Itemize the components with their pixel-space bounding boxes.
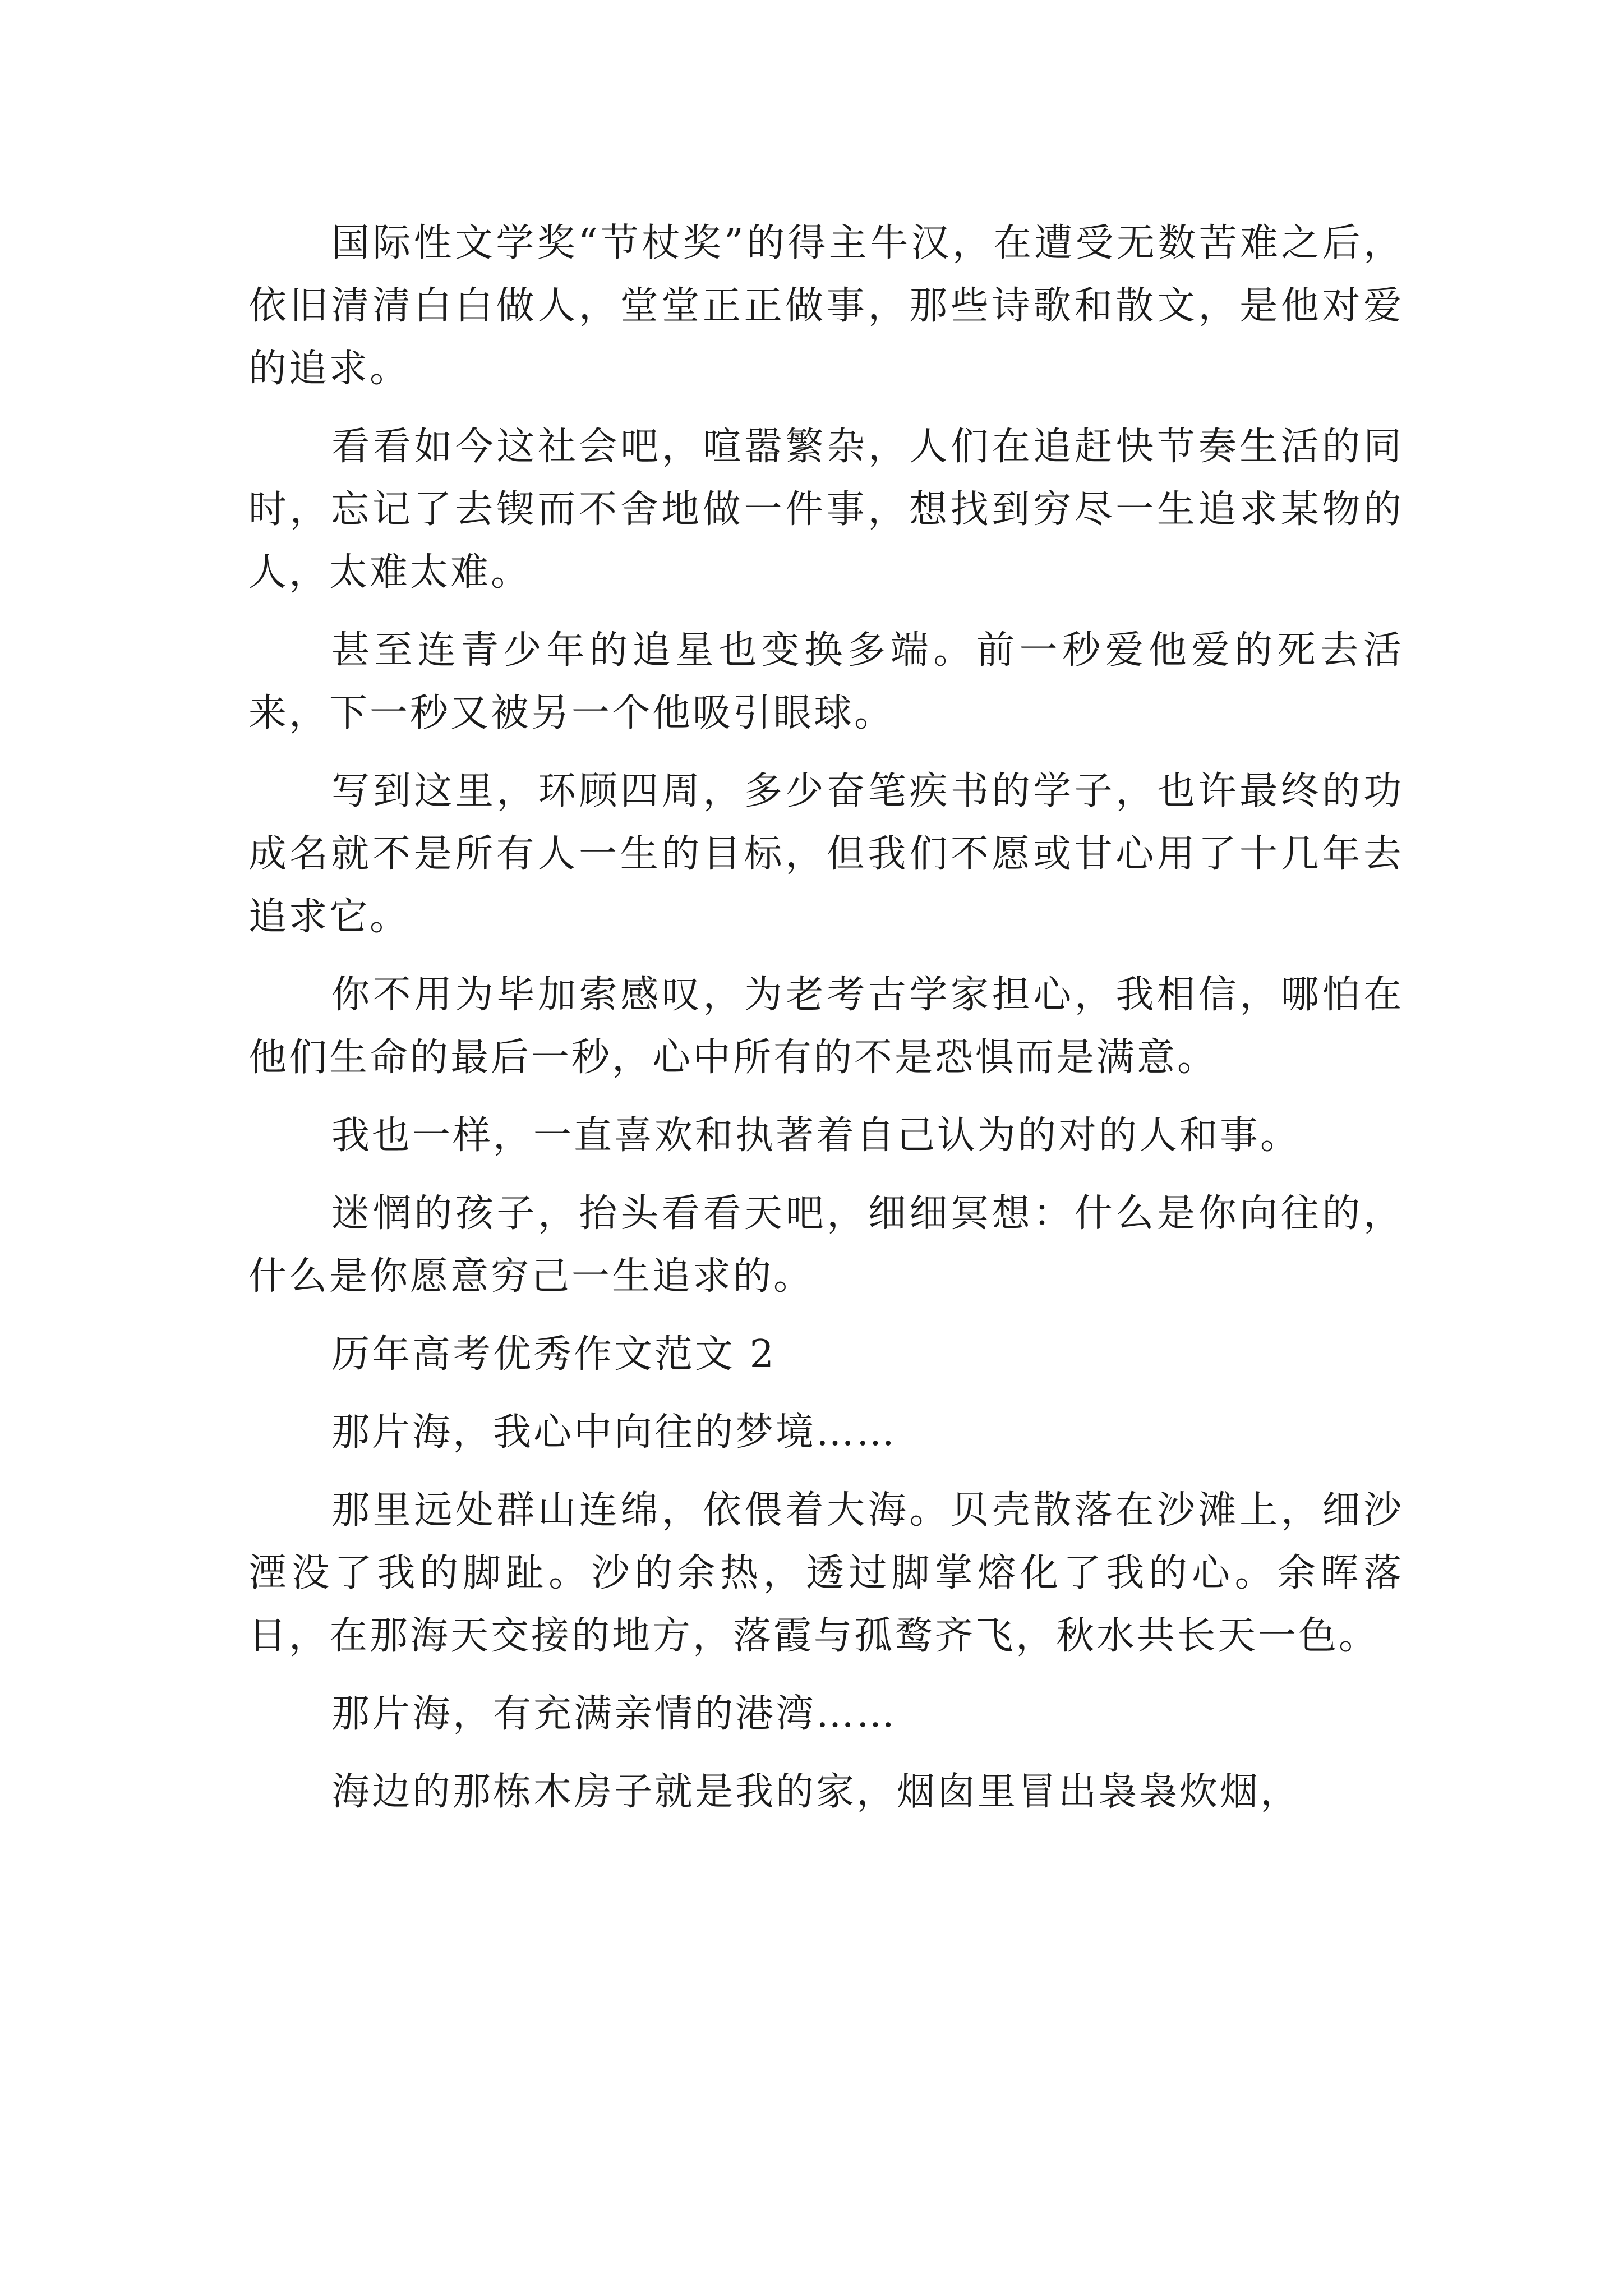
article-body — [248, 212, 1404, 1839]
paragraph-10: 那片海，有充满亲情的港湾…… — [331, 1692, 897, 1736]
paragraph-9: 那里远处群山连绵，依偎着大海。贝壳散落在沙滩上，细沙湮没了我的脚趾。沙的余热，透过脚掌熔化了我的心。余晖落日，在那海天交接的地方，落霞与孤鹜齐飞，秋水共长天一色。 — [248, 1488, 1404, 1658]
paragraph-11: 海边的那栋木房子就是我的家，烟囱里冒出袅袅炊烟， — [331, 1770, 1301, 1814]
paragraph-7: 迷惘的孩子，抬头看看天吧，细细冥想：什么是你向往的，什么是你愿意穷己一生追求的。 — [248, 1191, 1404, 1299]
paragraph-8: 那片海，我心中向往的梦境…… — [331, 1410, 897, 1455]
paragraph-1: 国际性文学奖“节杖奖”的得主牛汉，在遭受无数苦难之后，依旧清清白白做人，堂堂正正做事，那些诗歌和散文，是他对爱的追求。 — [248, 221, 1404, 391]
paragraph-5: 你不用为毕加索感叹，为老考古学家担心，我相信，哪怕在他们生命的最后一秒，心中所有的不是恐惧而是满意。 — [248, 973, 1404, 1080]
section-heading: 历年高考优秀作文范文 2 — [331, 1332, 776, 1377]
paragraph-2: 看看如今这社会吧，喧嚣繁杂，人们在追赶快节奏生活的同时，忘记了去锲而不舍地做一件事，想找到穷尽一生追求某物的人，太难太难。 — [248, 425, 1404, 595]
paragraph-4: 写到这里，环顾四周，多少奋笔疾书的学子，也许最终的功成名就不是所有人一生的目标，但我们不愿或甘心用了十几年去追求它。 — [248, 769, 1404, 939]
paragraph-3: 甚至连青少年的追星也变换多端。前一秒爱他爱的死去活来，下一秒又被另一个他吸引眼球。 — [248, 628, 1404, 735]
paragraph-6: 我也一样，一直喜欢和执著着自己认为的对的人和事。 — [331, 1114, 1301, 1158]
